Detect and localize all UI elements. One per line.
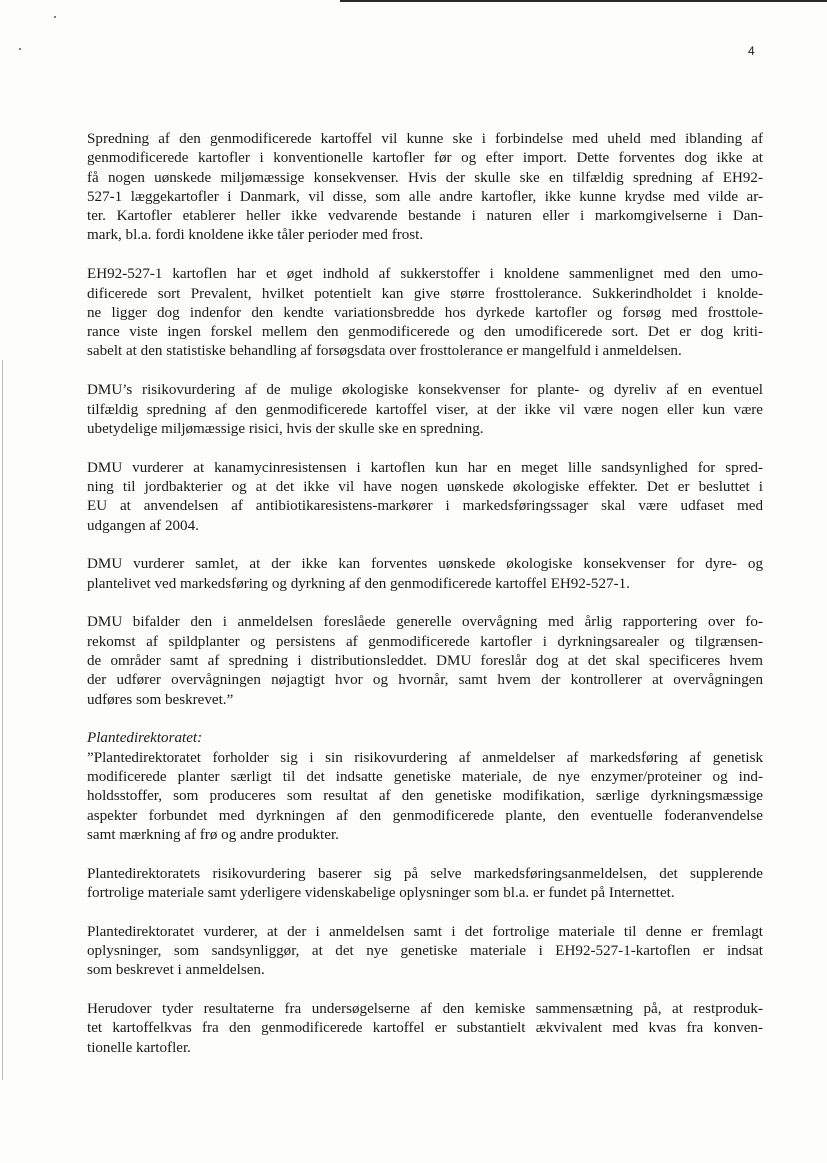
text-line: som beskrevet i anmeldelsen. bbox=[87, 962, 265, 979]
page-number: 4 bbox=[748, 44, 755, 58]
text-line: sabelt at den statistiske behandling af forsøgsdata over frosttolerance er mangelfuld i anmeldelsen. bbox=[87, 343, 682, 360]
paragraph-p7 bbox=[87, 729, 763, 845]
paragraph-p4 bbox=[87, 459, 763, 536]
scan-speck bbox=[19, 48, 21, 50]
text-line: DMU bifalder den i anmeldelsen foreslåede generelle overvågning med årlig rapportering over fo- bbox=[87, 614, 763, 631]
text-line: ning til jordbakterier og at det ikke vil have nogen uønskede økologiske effekter. Det er besluttet i bbox=[87, 478, 763, 495]
text-line: fortrolige materiale samt yderligere videnskabelige oplysninger som bl.a. er fundet på Internettet. bbox=[87, 885, 675, 901]
text-line: DMU’s risikovurdering af de mulige økologiske konsekvenser for plante- og dyreliv af en eventuel bbox=[87, 382, 763, 399]
scan-border-left bbox=[2, 360, 3, 1080]
paragraph-p8 bbox=[87, 865, 763, 904]
text-line: EU at anvendelsen af antibiotikaresistens-markører i markedsføringssager skal være udfaset med bbox=[87, 498, 763, 515]
document-body bbox=[87, 130, 763, 1078]
text-line: der udfører overvågningen nøjagtigt hvor og hvornår, samt hvem der kontrollerer at overvågningen bbox=[87, 672, 763, 689]
paragraph-p5 bbox=[87, 555, 763, 594]
text-line: DMU vurderer samlet, at der ikke kan forventes uønskede økologiske konsekvenser for dyre- og bbox=[87, 556, 763, 573]
text-line: tionelle kartofler. bbox=[87, 1039, 191, 1056]
text-line: mark, bl.a. fordi knoldene ikke tåler perioder med frost. bbox=[87, 227, 424, 244]
text-line: Herudover tyder resultaterne fra undersøgelserne af den kemiske sammensætning på, at restproduk- bbox=[87, 1001, 763, 1018]
paragraph-p6 bbox=[87, 613, 763, 709]
text-line: plantelivet ved markedsføring og dyrkning af den genmodificerede kartoffel EH92-527-1. bbox=[87, 575, 630, 592]
text-line: ubetydelige miljømæssige risici, hvis der skulle ske en spredning. bbox=[87, 420, 484, 437]
text-line: Plantedirektoratet vurderer, at der i anmeldelsen samt i det fortrolige materiale til denne er fremlagt bbox=[87, 923, 763, 940]
paragraph-p9 bbox=[87, 923, 763, 981]
section-heading: Plantedirektoratet: bbox=[87, 730, 203, 747]
text-line: ter. Kartofler etablerer heller ikke vedvarende bestande i naturen eller i markomgivelserne i Dan- bbox=[87, 208, 763, 225]
text-line: tet kartoffelkvas fra den genmodificerede kartoffel er substantielt ækvivalent med kvas fra konven- bbox=[87, 1020, 763, 1037]
text-line: udføres som beskrevet.” bbox=[87, 691, 234, 708]
paragraph-p3 bbox=[87, 381, 763, 439]
text-line: rekomst af spildplanter og persistens af genmodificerede kartofler i dyrkningsarealer og tilgrænsen- bbox=[87, 633, 763, 650]
text-line: holdsstoffer, som produceres som resultat af den genetiske modifikation, særlige dyrkningsmæssige bbox=[87, 788, 763, 805]
text-line: udgangen af 2004. bbox=[87, 517, 199, 534]
text-line: ne ligger dog indenfor den kendte variationsbredde hos dyrkede kartofler og forsøg med frosttole- bbox=[87, 304, 763, 321]
text-line: genmodificerede kartofler i konventionelle kartofler før og efter import. Dette forventes dog ikke at bbox=[87, 150, 763, 167]
text-line: Spredning af den genmodificerede kartoffel vil kunne ske i forbindelse med uheld med iblanding af bbox=[87, 131, 763, 147]
text-line: aspekter forbundet med dyrkningen af den genmodificerede plante, den eventuelle foderanvendelse bbox=[87, 807, 763, 824]
text-line: rance viste ingen forskel mellem den genmodificerede og den umodificerede sort. Det er dog kriti- bbox=[87, 324, 763, 341]
text-line: 527-1 læggekartofler i Danmark, vil disse, som alle andre kartofler, ikke kunne krydse med vilde ar- bbox=[87, 188, 763, 205]
text-line: Plantedirektoratets risikovurdering baserer sig på selve markedsføringsanmeldelsen, det supplerende bbox=[87, 865, 763, 882]
paragraph-p1 bbox=[87, 130, 763, 246]
text-line: DMU vurderer at kanamycinresistensen i kartoflen kun har en meget lille sandsynlighed for spred- bbox=[87, 459, 763, 476]
paragraph-p2 bbox=[87, 265, 763, 361]
text-line: tilfældig spredning af den genmodificerede kartoffel viser, at der ikke vil være nogen eller kun være bbox=[87, 401, 763, 418]
scan-speck bbox=[54, 16, 56, 18]
scan-border-top bbox=[340, 0, 827, 2]
text-line: de områder samt af spredning i distributionsleddet. DMU foreslår dog at det skal specificeres hvem bbox=[87, 653, 763, 670]
text-line: dificerede sort Prevalent, hvilket potentielt kan give større frosttolerance. Sukkerindholdet i knolde- bbox=[87, 285, 763, 302]
text-line: samt mærkning af frø og andre produkter. bbox=[87, 826, 339, 843]
text-line: oplysninger, som sandsynliggør, at det nye genetiske materiale i EH92-527-1-kartoflen er indsat bbox=[87, 943, 763, 960]
text-line: få nogen uønskede miljømæssige konsekvenser. Hvis der skulle ske en tilfældig spredning af EH92- bbox=[87, 169, 763, 186]
paragraph-p10 bbox=[87, 1000, 763, 1058]
text-line: ”Plantedirektoratet forholder sig i sin risikovurdering af anmeldelser af markedsføring af genetisk bbox=[87, 749, 763, 766]
text-line: EH92-527-1 kartoflen har et øget indhold af sukkerstoffer i knoldene sammenlignet med den umo- bbox=[87, 266, 763, 283]
text-line: modificerede planter særligt til det indsatte genetiske materiale, de nye enzymer/proteiner og ind- bbox=[87, 769, 763, 786]
